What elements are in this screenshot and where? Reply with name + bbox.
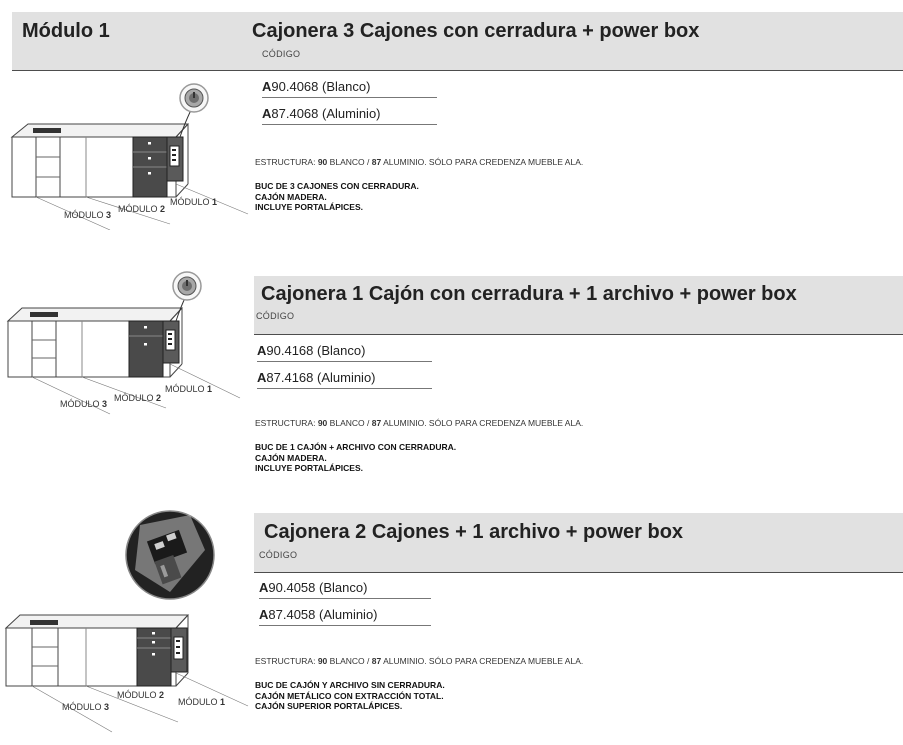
svg-text:MÓDULO 2: MÓDULO 2 xyxy=(118,204,166,214)
svg-text:MÓDULO 3: MÓDULO 3 xyxy=(64,210,112,220)
product-code-aluminio: A87.4068 (Aluminio) xyxy=(262,106,437,125)
module-title: Módulo 1 xyxy=(22,20,110,42)
credenza-diagram xyxy=(0,80,250,230)
credenza-diagram xyxy=(0,500,250,745)
svg-text:MÓDULO 3: MÓDULO 3 xyxy=(60,399,108,409)
codigo-label: CÓDIGO xyxy=(259,550,298,560)
svg-text:MÓDULO 1: MÓDULO 1 xyxy=(178,697,226,707)
credenza-diagram xyxy=(0,268,250,418)
svg-text:MÓDULO 2: MÓDULO 2 xyxy=(117,690,165,700)
svg-text:MÓDULO 3: MÓDULO 3 xyxy=(62,702,110,712)
svg-text:MÓDULO 1: MÓDULO 1 xyxy=(165,384,213,394)
product-description: BUC DE CAJÓN Y ARCHIVO SIN CERRADURA. CAJÓN METÁLICO CON EXTRACCIÓN TOTAL. CAJÓN SUPERIOR PORTALÁPICES. xyxy=(255,680,445,711)
codigo-label: CÓDIGO xyxy=(256,311,295,321)
product-description: BUC DE 3 CAJONES CON CERRADURA. CAJÓN MADERA. INCLUYE PORTALÁPICES. xyxy=(255,181,419,212)
estructura-note: ESTRUCTURA: 90 BLANCO / 87 ALUMINIO. SÓLO PARA CREDENZA MUEBLE ALA. xyxy=(255,656,584,666)
product-title: Cajonera 3 Cajones con cerradura + power box xyxy=(252,20,700,42)
product-code-aluminio: A87.4058 (Aluminio) xyxy=(259,607,431,626)
svg-text:MÓDULO 1: MÓDULO 1 xyxy=(170,197,218,207)
product-title: Cajonera 1 Cajón con cerradura + 1 archivo + power box xyxy=(261,283,797,305)
codigo-label: CÓDIGO xyxy=(262,49,301,59)
product-description: BUC DE 1 CAJÓN + ARCHIVO CON CERRADURA. CAJÓN MADERA. INCLUYE PORTALÁPICES. xyxy=(255,442,457,473)
product-code-blanco: A90.4168 (Blanco) xyxy=(257,343,432,362)
product-code-aluminio: A87.4168 (Aluminio) xyxy=(257,370,432,389)
svg-text:MÓDULO 2: MÓDULO 2 xyxy=(114,393,162,403)
product-title: Cajonera 2 Cajones + 1 archivo + power box xyxy=(264,521,684,543)
estructura-note: ESTRUCTURA: 90 BLANCO / 87 ALUMINIO. SÓLO PARA CREDENZA MUEBLE ALA. xyxy=(255,418,584,428)
product-code-blanco: A90.4058 (Blanco) xyxy=(259,580,431,599)
product-code-blanco: A90.4068 (Blanco) xyxy=(262,79,437,98)
estructura-note: ESTRUCTURA: 90 BLANCO / 87 ALUMINIO. SÓLO PARA CREDENZA MUEBLE ALA. xyxy=(255,157,584,167)
